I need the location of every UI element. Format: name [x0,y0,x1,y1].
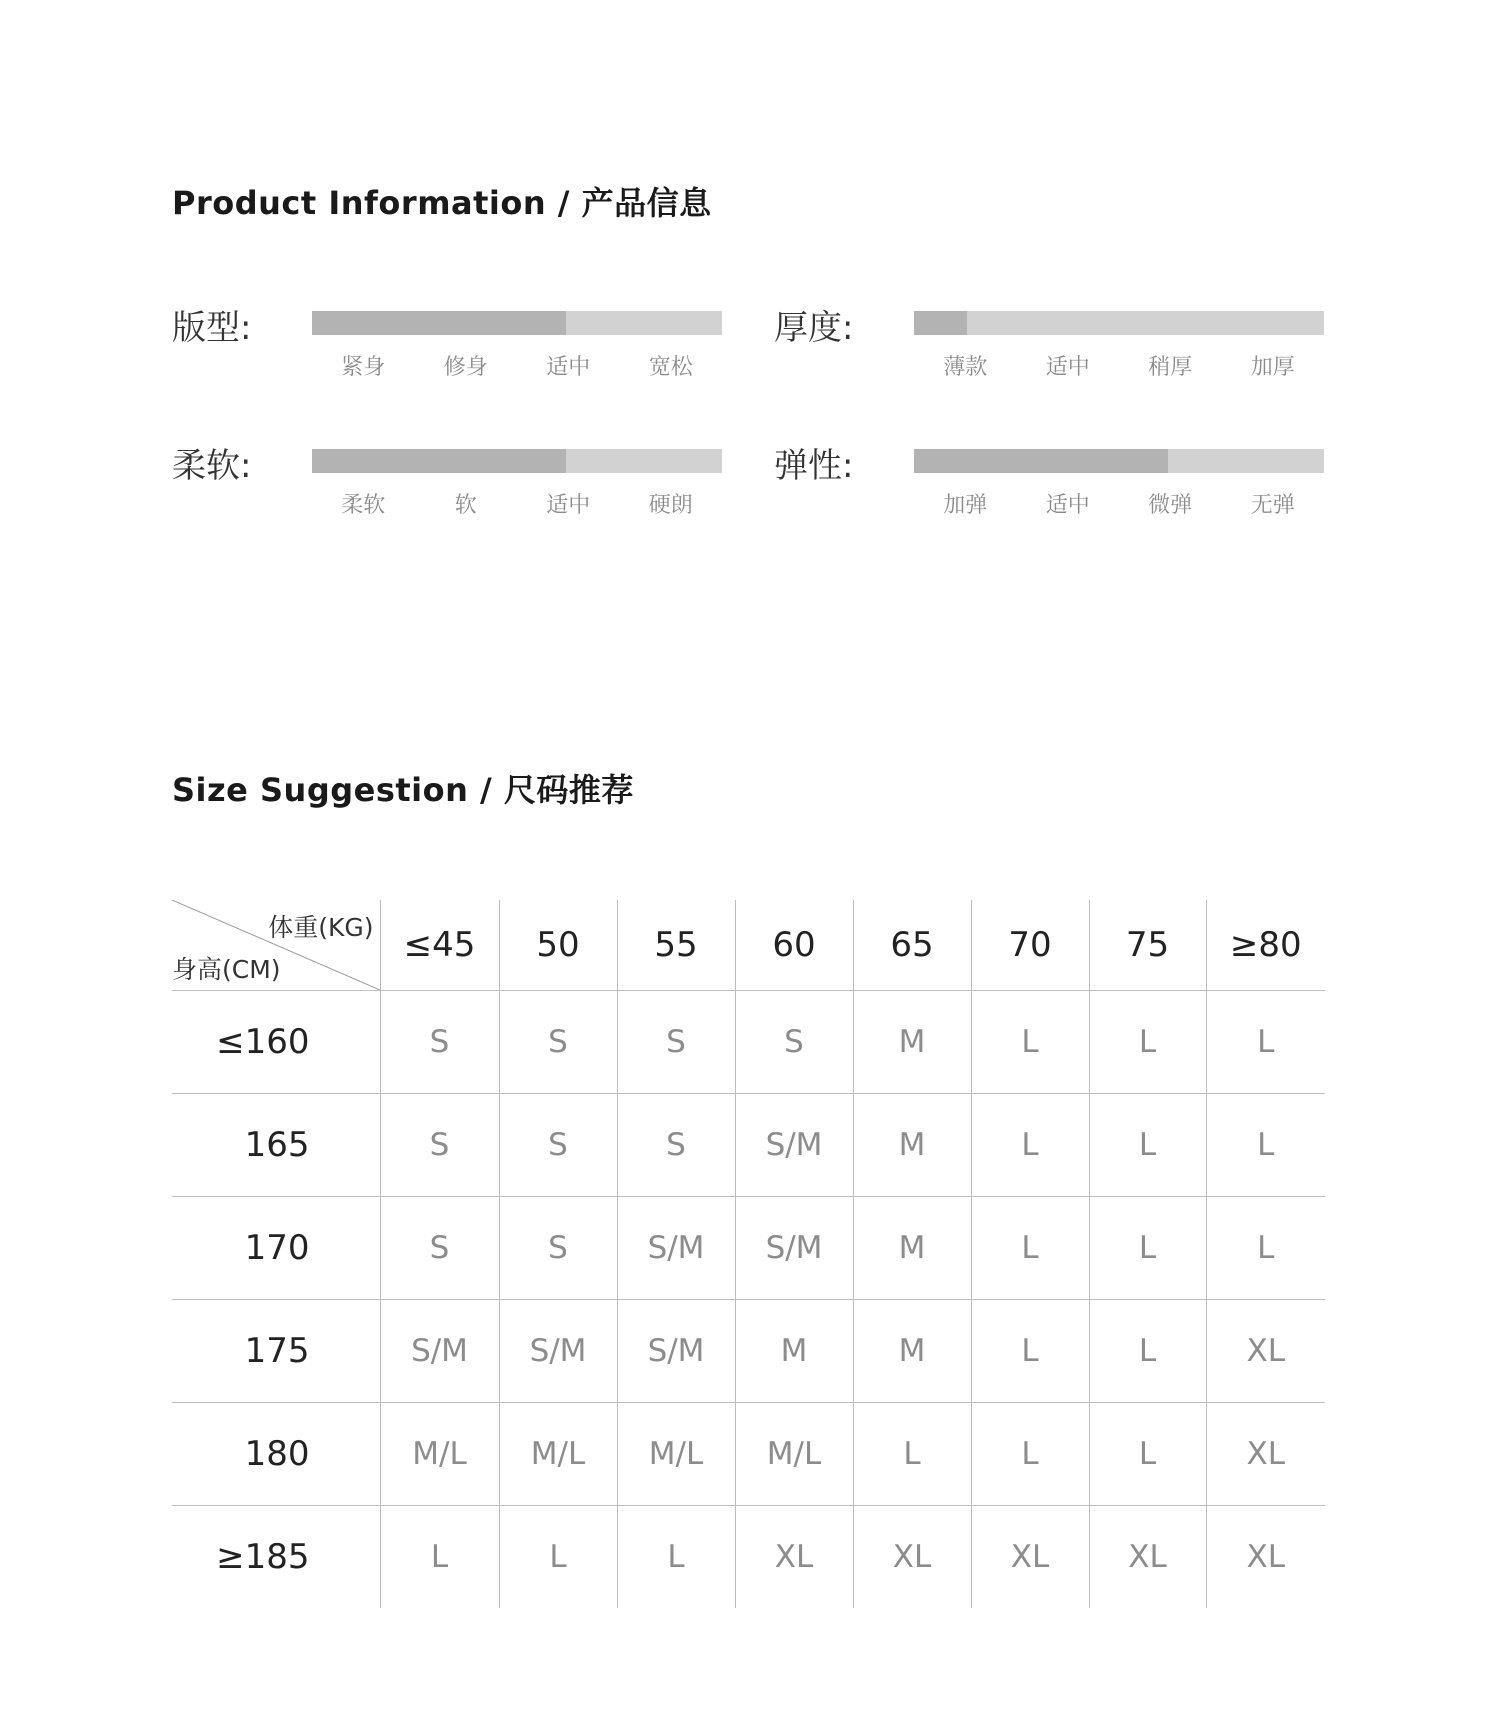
size-cell: M/L [617,1403,735,1506]
size-cell: L [1089,1197,1206,1300]
attribute-label: 柔软: [172,446,252,486]
attribute-option: 适中 [1045,355,1090,380]
weight-header: ≤45 [380,900,499,991]
attribute-options [914,488,1324,518]
weight-header: 55 [617,900,735,991]
attribute-option: 硬朗 [648,493,693,518]
attribute-option: 柔软 [341,493,386,518]
attribute-option: 薄款 [943,355,988,380]
size-cell: S/M [617,1300,735,1403]
size-cell: XL [1089,1506,1206,1609]
size-cell: M [853,1094,971,1197]
size-cell: S/M [380,1300,499,1403]
size-cell: L [1206,1197,1325,1300]
size-cell: XL [1206,1403,1325,1506]
size-cell: S [380,1197,499,1300]
height-header: ≥185 [172,1506,380,1609]
size-cell: L [1089,1094,1206,1197]
size-cell: XL [1206,1300,1325,1403]
height-axis-label: 身高(CM) [172,955,281,984]
size-cell: L [971,1094,1089,1197]
size-cell: M [853,1300,971,1403]
weight-header: ≥80 [1206,900,1325,991]
size-cell: L [971,1403,1089,1506]
size-cell: M/L [380,1403,499,1506]
weight-header-row [172,900,1325,991]
attribute-options [312,350,722,380]
size-cell: M [853,991,971,1094]
size-cell: L [1089,1403,1206,1506]
size-cell: L [1089,991,1206,1094]
size-cell: L [971,1300,1089,1403]
size-cell: S [499,1197,617,1300]
size-cell: S/M [735,1094,853,1197]
size-chart-table [172,900,1325,1608]
table-row [172,1403,1325,1506]
size-cell: S [499,991,617,1094]
attribute-option: 加厚 [1250,355,1295,380]
size-cell: XL [735,1506,853,1609]
size-cell: M [853,1197,971,1300]
product-info-title: Product Information / 产品信息 [172,184,712,222]
attribute-option: 紧身 [341,355,386,380]
attribute-bar-fill [914,449,1168,473]
attribute-bar [914,449,1324,473]
attribute-bar-fill [914,311,967,335]
attribute-option: 软 [454,493,477,518]
attribute-label: 版型: [172,308,252,348]
weight-header: 65 [853,900,971,991]
table-row [172,1300,1325,1403]
size-cell: L [617,1506,735,1609]
table-row [172,991,1325,1094]
table-row [172,1197,1325,1300]
attribute-option: 无弹 [1250,493,1295,518]
attribute-bar [312,449,722,473]
weight-header: 70 [971,900,1089,991]
size-cell: L [1089,1300,1206,1403]
attribute-option: 适中 [546,355,591,380]
size-cell: S [617,1094,735,1197]
height-header: 180 [172,1403,380,1506]
size-cell: S [499,1094,617,1197]
attribute-option: 适中 [1045,493,1090,518]
size-cell: XL [1206,1506,1325,1609]
height-header: 175 [172,1300,380,1403]
height-header: 165 [172,1094,380,1197]
table-row [172,1506,1325,1609]
weight-header: 50 [499,900,617,991]
size-cell: L [1206,991,1325,1094]
attribute-option: 适中 [546,493,591,518]
attribute-bar-fill [312,311,566,335]
attribute-bar-fill [312,449,566,473]
corner-header-cell [172,900,380,991]
weight-header: 75 [1089,900,1206,991]
attribute-option: 修身 [443,355,488,380]
attribute-thickness [774,300,1374,400]
size-cell: L [380,1506,499,1609]
size-cell: S/M [735,1197,853,1300]
size-cell: L [1206,1094,1325,1197]
attribute-label: 弹性: [774,446,854,486]
size-cell: S/M [617,1197,735,1300]
attribute-bar [914,311,1324,335]
table-row [172,1094,1325,1197]
size-cell: S/M [499,1300,617,1403]
attribute-options [312,488,722,518]
height-header: 170 [172,1197,380,1300]
size-cell: M/L [735,1403,853,1506]
size-cell: L [499,1506,617,1609]
attribute-options [914,350,1324,380]
size-cell: M [735,1300,853,1403]
attribute-option: 稍厚 [1148,355,1193,380]
size-cell: S [617,991,735,1094]
attribute-elasticity [774,438,1374,538]
size-suggestion-title: Size Suggestion / 尺码推荐 [172,771,634,809]
size-cell: XL [971,1506,1089,1609]
weight-header: 60 [735,900,853,991]
attribute-bar [312,311,722,335]
size-cell: M/L [499,1403,617,1506]
size-cell: S [380,1094,499,1197]
size-cell: L [971,1197,1089,1300]
height-header: ≤160 [172,991,380,1094]
attribute-fit [172,300,772,400]
size-cell: S [735,991,853,1094]
attribute-option: 宽松 [648,355,693,380]
size-cell: L [853,1403,971,1506]
attribute-softness [172,438,772,538]
attribute-option: 加弹 [943,493,988,518]
size-cell: L [971,991,1089,1094]
weight-axis-label: 体重(KG) [268,913,374,942]
attribute-label: 厚度: [774,308,854,348]
size-cell: S [380,991,499,1094]
size-cell: XL [853,1506,971,1609]
attribute-option: 微弹 [1148,493,1193,518]
